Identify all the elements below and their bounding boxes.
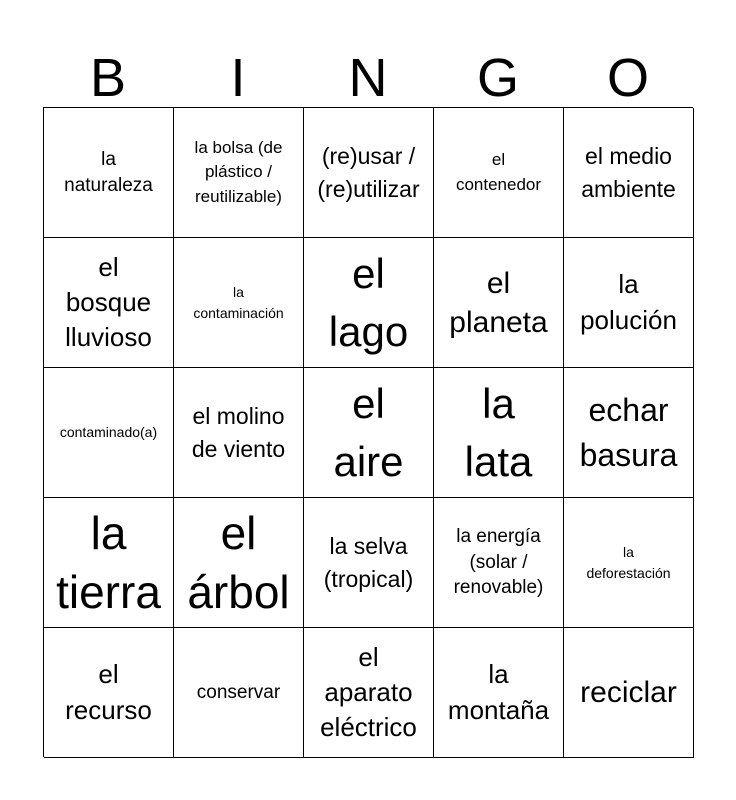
bingo-cell[interactable] xyxy=(564,108,694,238)
bingo-cell[interactable] xyxy=(44,368,174,498)
cell-text: el molino de viento xyxy=(191,403,286,462)
bingo-cell[interactable] xyxy=(564,628,694,758)
cell-text: el medio ambiente xyxy=(581,143,676,202)
bingo-cell[interactable] xyxy=(174,368,304,498)
cell-text: el lago xyxy=(328,249,409,355)
bingo-cell[interactable] xyxy=(44,108,174,238)
cell-text: el planeta xyxy=(449,266,548,339)
bingo-cell[interactable] xyxy=(44,498,174,628)
cell-text: la tierra xyxy=(56,506,161,618)
bingo-cell[interactable] xyxy=(174,238,304,368)
bingo-cell[interactable] xyxy=(304,368,434,498)
cell-text: el bosque lluvioso xyxy=(65,251,152,353)
header-letter-n: N xyxy=(348,48,388,108)
bingo-cell[interactable] xyxy=(304,238,434,368)
bingo-cell[interactable] xyxy=(304,108,434,238)
cell-text: la selva (tropical) xyxy=(323,533,414,592)
cell-text: el contenedor xyxy=(455,149,542,194)
cell-text: el recurso xyxy=(65,659,152,725)
bingo-cell[interactable] xyxy=(434,368,564,498)
cell-text: la energía (solar / renovable) xyxy=(453,526,544,599)
cell-text: la lata xyxy=(464,379,533,485)
bingo-cell[interactable] xyxy=(434,628,564,758)
cell-text: el árbol xyxy=(187,506,290,618)
cell-text: reciclar xyxy=(580,676,677,709)
bingo-cell[interactable] xyxy=(174,498,304,628)
bingo-cell[interactable] xyxy=(434,238,564,368)
bingo-cell[interactable] xyxy=(434,108,564,238)
cell-text: el aire xyxy=(333,379,404,485)
header-letter-i: I xyxy=(230,48,246,108)
cell-text: la naturaleza xyxy=(64,148,153,196)
cell-text: la bolsa (de plástico / reutilizable) xyxy=(194,137,283,206)
bingo-cell[interactable] xyxy=(564,238,694,368)
bingo-header xyxy=(43,44,693,108)
cell-text: (re)usar / (re)utilizar xyxy=(317,143,420,202)
cell-text: echar basura xyxy=(579,391,678,473)
bingo-cell[interactable] xyxy=(44,238,174,368)
bingo-cell[interactable] xyxy=(434,498,564,628)
cell-text: el aparato eléctrico xyxy=(320,641,417,743)
bingo-cell[interactable] xyxy=(304,628,434,758)
bingo-cell[interactable] xyxy=(564,498,694,628)
header-letter-g: G xyxy=(476,48,519,108)
bingo-cell[interactable] xyxy=(44,628,174,758)
bingo-cell[interactable] xyxy=(174,628,304,758)
cell-text: la deforestación xyxy=(586,544,671,581)
header-letter-o: O xyxy=(606,48,649,108)
cell-text: la contaminación xyxy=(193,284,284,321)
bingo-cell[interactable] xyxy=(304,498,434,628)
cell-text: conservar xyxy=(196,681,281,703)
cell-text: contaminado(a) xyxy=(59,424,158,441)
bingo-board xyxy=(43,107,693,757)
header-letter-b: B xyxy=(89,48,127,108)
bingo-cell[interactable] xyxy=(564,368,694,498)
cell-text: la polución xyxy=(580,269,677,335)
cell-text: la montaña xyxy=(447,659,550,725)
bingo-cell[interactable] xyxy=(174,108,304,238)
